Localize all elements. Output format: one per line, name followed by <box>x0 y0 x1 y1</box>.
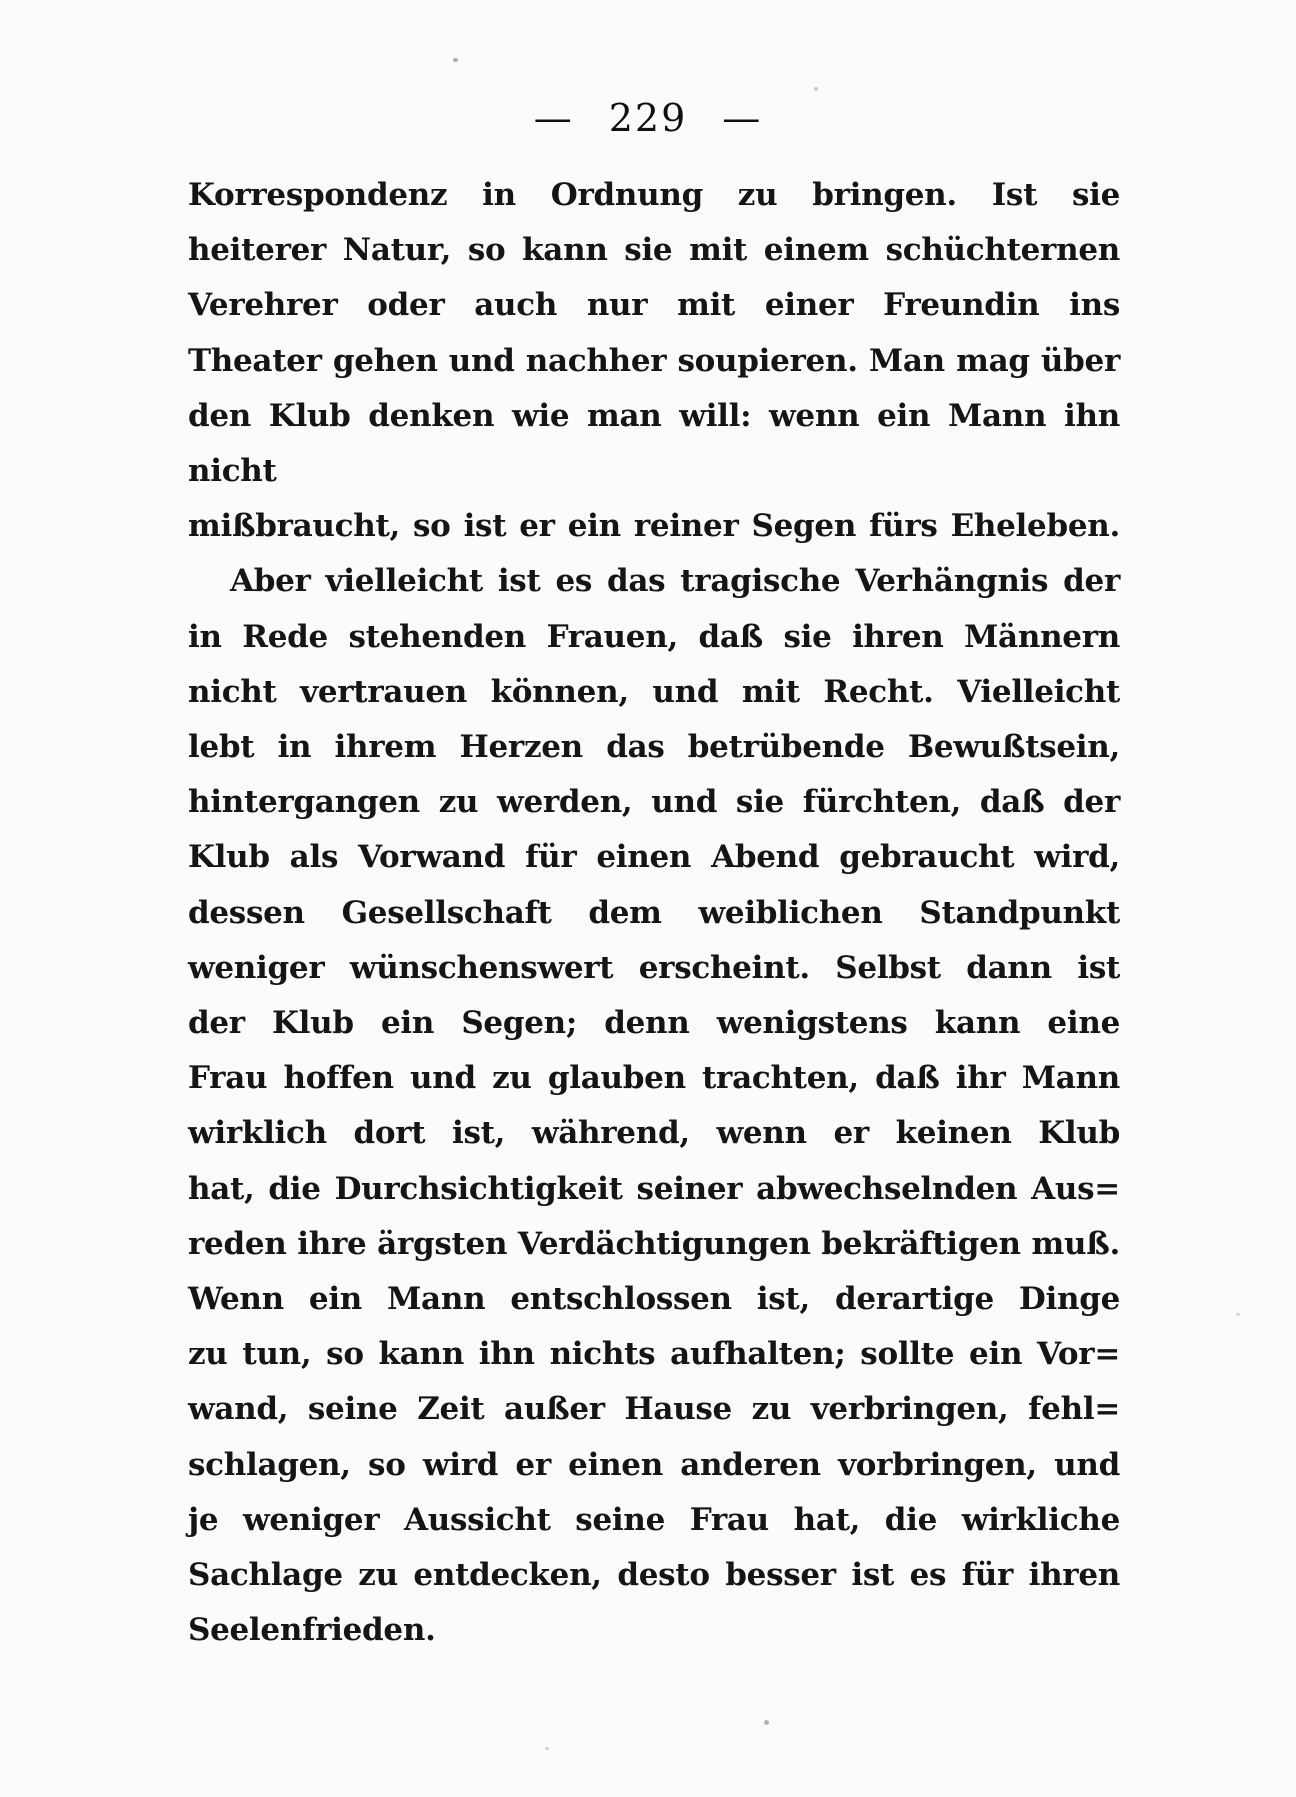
text-line: zu tun, so kann ihn nichts aufhalten; sollte ein Vor= <box>188 1336 1120 1373</box>
paragraph <box>188 168 1120 554</box>
scan-speck <box>814 87 818 91</box>
text-line: Korrespondenz in Ordnung zu bringen. Ist sie <box>188 177 1120 213</box>
text-line: je weniger Aussicht seine Frau hat, die wirkliche <box>188 1501 1120 1538</box>
text-line: dessen Gesellschaft dem weiblichen Standpunkt <box>188 894 1120 931</box>
page-header <box>0 0 1296 140</box>
text-line: reden ihre ärgsten Verdächtigungen bekräftigen muß. <box>188 1225 1120 1262</box>
text-line: Theater gehen und nachher soupieren. Man mag über <box>188 342 1120 379</box>
text-line: Wenn ein Mann entschlossen ist, derartige Dinge <box>188 1281 1120 1318</box>
page-number: — 229 — <box>533 96 763 140</box>
text-line: den Klub denken wie man will: wenn ein Mann ihn nicht <box>188 397 1120 490</box>
text-line: lebt in ihrem Herzen das betrübende Bewußtsein, <box>188 729 1120 766</box>
scan-speck <box>1236 1313 1240 1316</box>
text-line: Aber vielleicht ist es das tragische Verhängnis der <box>230 563 1120 600</box>
body-text <box>188 168 1120 1658</box>
text-line: mißbraucht, so ist er ein reiner Segen fürs Eheleben. <box>188 508 1120 545</box>
text-line: heiterer Natur, so kann sie mit einem schüchternen <box>188 232 1120 269</box>
text-line: Seelenfrieden. <box>188 1612 436 1649</box>
scan-speck <box>545 1747 549 1750</box>
text-line: hat, die Durchsichtigkeit seiner abwechselnden Aus= <box>188 1170 1120 1207</box>
text-line: weniger wünschenswert erscheint. Selbst dann ist <box>188 949 1120 986</box>
text-line: wand, seine Zeit außer Hause zu verbringen, fehl= <box>188 1391 1120 1428</box>
text-line: Frau hoffen und zu glauben trachten, daß ihr Mann <box>188 1060 1120 1097</box>
text-line: Klub als Vorwand für einen Abend gebraucht wird, <box>188 839 1120 876</box>
text-line: Verehrer oder auch nur mit einer Freundin ins <box>188 287 1120 324</box>
text-line: Sachlage zu entdecken, desto besser ist es für ihren <box>188 1557 1120 1594</box>
text-line: wirklich dort ist, während, wenn er keinen Klub <box>188 1115 1120 1152</box>
paragraph <box>188 554 1120 1658</box>
text-line: hintergangen zu werden, und sie fürchten, daß der <box>188 784 1120 821</box>
text-line: schlagen, so wird er einen anderen vorbringen, und <box>188 1446 1120 1483</box>
text-line: in Rede stehenden Frauen, daß sie ihren Männern <box>188 618 1120 655</box>
text-line: der Klub ein Segen; denn wenigstens kann eine <box>188 1005 1120 1042</box>
text-line: nicht vertrauen können, und mit Recht. Vielleicht <box>188 673 1120 710</box>
scan-speck <box>453 58 458 62</box>
scan-speck <box>764 1720 769 1725</box>
